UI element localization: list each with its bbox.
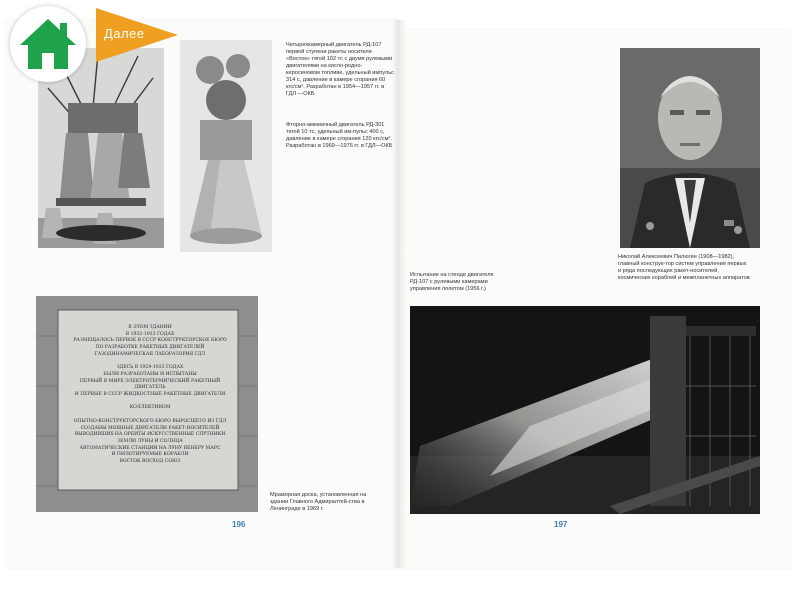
page-number-right: 197 bbox=[554, 520, 568, 529]
caption-rd301: Фторно-аммиачный двигатель РД-301 тягой 10 тс, удельный им-пульс 400 с, давление в камере сгорания 120 кгс/см². Разработан в 1969—1976 гг. в ГДЛ—ОКБ bbox=[286, 122, 393, 149]
book-gutter bbox=[392, 20, 406, 568]
next-button[interactable] bbox=[96, 8, 178, 62]
house-icon bbox=[16, 15, 80, 73]
portrait-photo bbox=[620, 48, 760, 248]
caption-plaque: Мраморная доска, установленная на здании Главного Адмиралтей-ства в Ленинграде в 1969 г. bbox=[270, 492, 367, 512]
home-button[interactable] bbox=[10, 6, 86, 82]
plaque-inscription: В ЭТОМ ЗДАНИИ В 1932-1933 ГОДАХ РАЗМЕЩАЛОСЬ ПЕРВОЕ В СССР КОНСТРУКТОРСКОЕ БЮРО ПО РАЗРАБОТКЕ РАКЕТНЫХ ДВИГАТЕЛЕЙ ГАЗОДИНАМИЧЕСКАЯ ЛАБОРАТОРИЯ ГДЛ ЗДЕСЬ В 1929-1933 ГОДАХ БЫЛИ РАЗРАБОТАНЫ И ИСПЫТАНЫ ПЕРВЫЙ В МИРЕ ЭЛЕКТРОТЕРМИЧЕСКИЙ РАКЕТНЫЙ ДВИГАТЕЛЬ И ПЕРВЫЕ В СССР ЖИДКОСТНЫЕ РАКЕТНЫЕ ДВИГАТЕЛИ КОЛЛЕКТИВОМ ОПЫТНО-КОНСТРУКТОРСКОГО БЮРО ВЫРОСШЕГО ИЗ ГДЛ СОЗДАНЫ МОЩНЫЕ ДВИГАТЕЛИ РАКЕТ-НОСИТЕЛЕЙ ВЫВОДИВШИХ НА ОРБИТЫ ИСКУССТВЕННЫЕ СПУТНИКИ ЗЕМЛИ ЛУНЫ И СОЛНЦА АВТОМАТИЧЕСКИЕ СТАНЦИИ НА ЛУНУ ВЕНЕРУ МАРС И ПИЛОТИРУЕМЫЕ КОРАБЛИ ВОСТОК ВОСХОД СОЮЗ bbox=[73, 325, 227, 465]
caption-rd107: Четырехкамерный двигатель РД-107 первой ступени ракеты носителя «Восток» тягой 102 тс с двумя рулевыми двигателями на кисло-родно-керосиновом топливе, удельный импульс 314 с, давление в камере сгорания 60 кгс/см². Разработан в 1954—1957 гг. в ГДЛ —ОКБ bbox=[286, 42, 394, 97]
test-stand-photo bbox=[410, 306, 760, 514]
engine-rd301-photo bbox=[180, 40, 272, 252]
page-number-left: 196 bbox=[232, 520, 246, 529]
next-button-label: Далее bbox=[104, 26, 145, 41]
caption-portrait: Николай Алексеевич Пилюгин (1908—1982), главный конструк-тор систем управления первых и ряда последующих ракет-носителей, космических кораблей и межпланетных аппаратов bbox=[618, 254, 750, 281]
caption-test-stand: Испытание на стенде двигателя РД-107 с рулевыми камерами управления полетом (1956 г.) bbox=[410, 272, 494, 292]
